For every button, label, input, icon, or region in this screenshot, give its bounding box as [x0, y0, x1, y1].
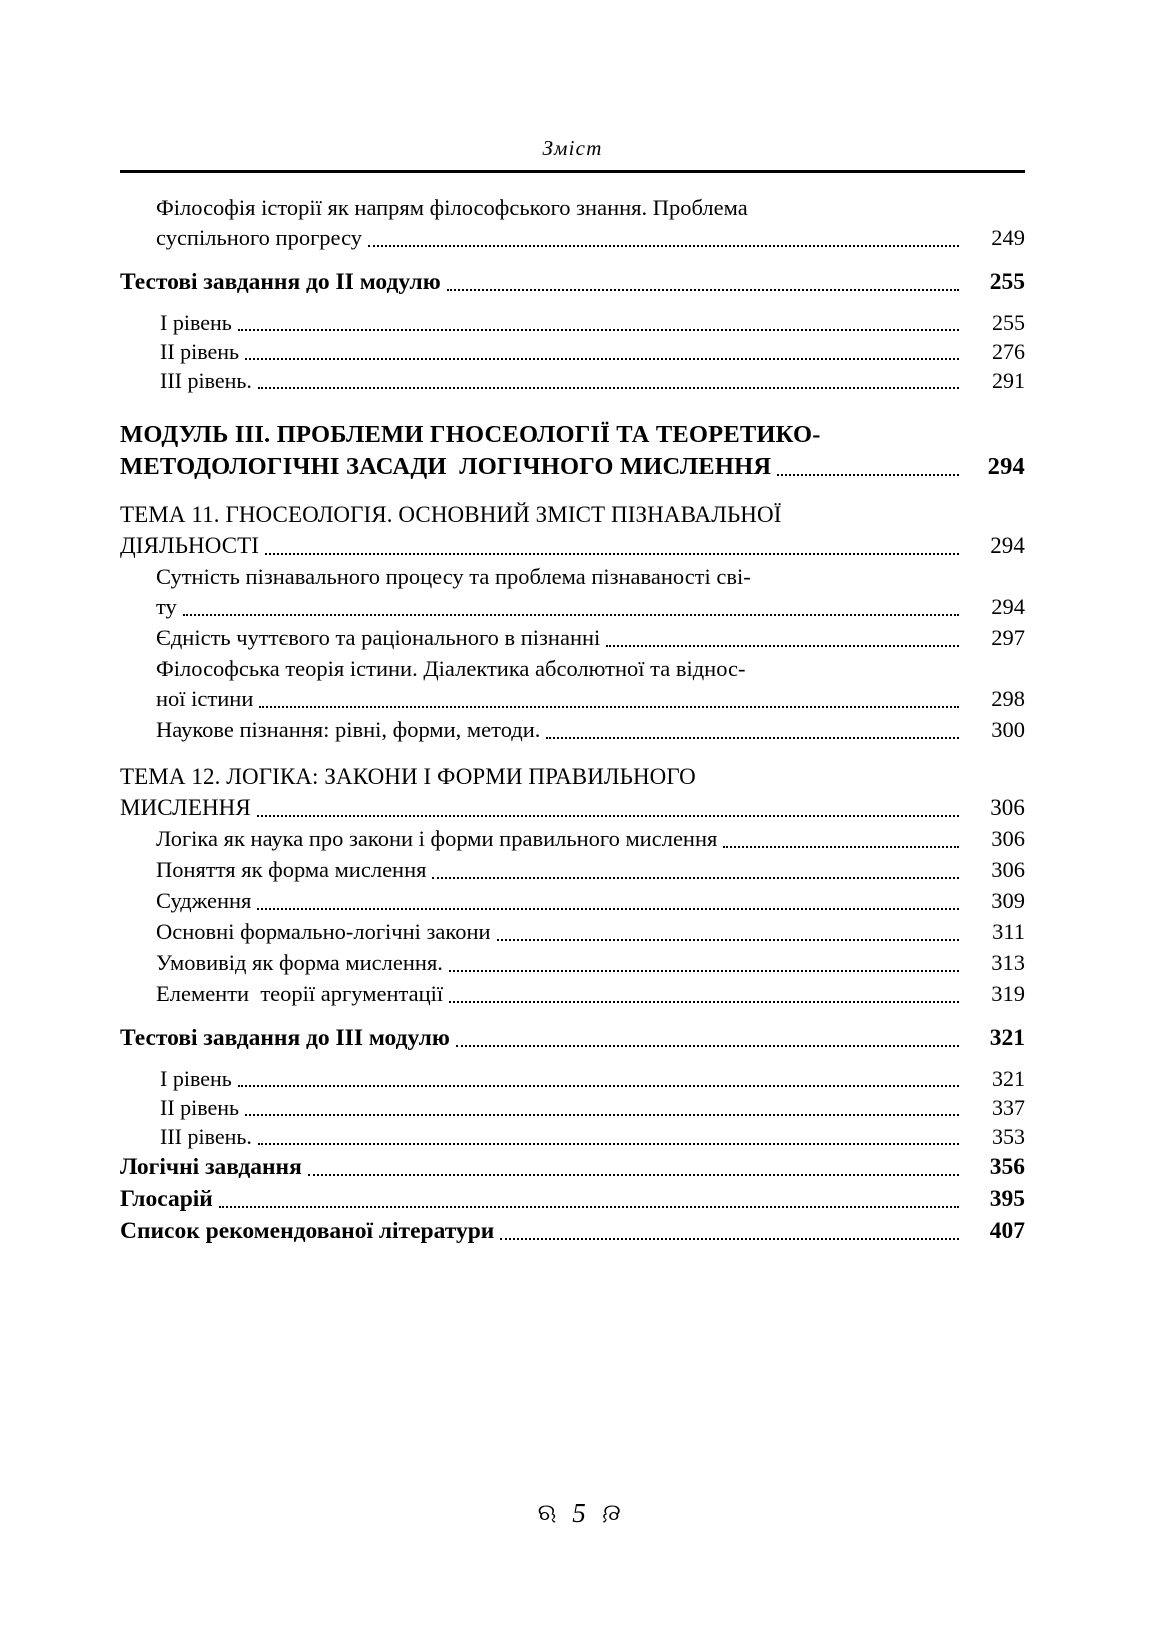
toc-entry[interactable]: [120, 1122, 1025, 1151]
toc-entry[interactable]: [120, 855, 1025, 885]
toc-entry[interactable]: [120, 1183, 1025, 1215]
toc-entry-page: 276: [992, 339, 1025, 364]
dot-leader: [723, 832, 959, 855]
dot-leader: [497, 925, 959, 948]
toc-entry-text: Елементи теорії аргументації: [156, 981, 444, 1006]
toc-entry[interactable]: [120, 1215, 1025, 1247]
page-footer: [0, 1496, 1158, 1531]
toc-entry-text-line1: Сутність пізнавального процесу та проблема пізнаваності сві-: [156, 564, 751, 589]
toc-entry[interactable]: [120, 1151, 1025, 1183]
toc-entry-page: 311: [992, 919, 1025, 944]
dot-leader: [432, 863, 959, 886]
toc-entry[interactable]: [120, 824, 1025, 854]
dot-leader: [546, 723, 959, 746]
toc-entry[interactable]: [120, 366, 1025, 395]
toc-entry-page: 395: [989, 1186, 1025, 1212]
toc-entry-text: I рівень: [160, 1066, 232, 1091]
toc-entry-text: I рівень: [160, 310, 232, 335]
toc-entry-text: Тестові завдання до III модулю: [120, 1025, 450, 1051]
ornament-right-icon: ଋ: [601, 1500, 621, 1527]
toc-entry-page: 294: [991, 594, 1025, 619]
table-of-contents: [120, 192, 1025, 1247]
toc-entry[interactable]: [120, 1093, 1025, 1122]
toc-entry-text-line1: Філософія історії як напрям філософського знання. Проблема: [156, 195, 748, 220]
toc-entry[interactable]: [120, 979, 1025, 1009]
running-head: Зміст: [542, 136, 603, 160]
toc-tema-heading[interactable]: [120, 499, 1025, 561]
dot-leader: [777, 459, 959, 484]
toc-entry-text: Глосарій: [120, 1186, 213, 1212]
dot-leader: [245, 344, 959, 366]
toc-entry[interactable]: [120, 337, 1025, 366]
dot-leader: [258, 373, 959, 395]
toc-entry-page: 291: [992, 368, 1025, 393]
toc-entry-page: 294: [990, 533, 1025, 558]
toc-entry[interactable]: [120, 886, 1025, 916]
dot-leader: [368, 231, 959, 254]
dot-leader: [456, 1031, 959, 1055]
toc-entry-page: 255: [989, 269, 1025, 295]
dot-leader: [238, 315, 959, 337]
toc-entry-page: 321: [989, 1025, 1025, 1051]
ornament-left-icon: ଋ: [537, 1500, 557, 1527]
dot-leader: [238, 1071, 959, 1093]
toc-entry[interactable]: [120, 1064, 1025, 1093]
toc-entry-text-line1: ТЕМА 11. ГНОСЕОЛОГІЯ. ОСНОВНИЙ ЗМІСТ ПІЗНАВАЛЬНОЇ: [120, 502, 782, 527]
toc-entry-page: 300: [991, 717, 1025, 742]
toc-entry-page: 356: [989, 1154, 1025, 1180]
toc-entry-text: III рівень.: [160, 368, 252, 393]
toc-entry-text: Умовивід як форма мислення.: [156, 950, 443, 975]
toc-entry-page: 294: [987, 453, 1025, 480]
toc-entry-text-line2: ДІЯЛЬНОСТІ: [120, 533, 260, 558]
toc-entry-text-line1: Філософська теорія істини. Діалектика абсолютної та віднос-: [156, 656, 746, 681]
dot-leader: [449, 956, 959, 979]
dot-leader: [308, 1160, 959, 1184]
page-number: 5: [572, 1498, 586, 1528]
toc-entry-page: 297: [991, 625, 1025, 650]
dot-leader: [606, 631, 959, 654]
dot-leader: [258, 1129, 959, 1151]
dot-leader: [183, 600, 959, 623]
toc-entry-page: 255: [992, 310, 1025, 335]
toc-entry-text-line2: ту: [156, 594, 177, 619]
dot-leader: [245, 1100, 959, 1122]
toc-entry-text: Основні формально-логічні закони: [156, 919, 491, 944]
toc-tema-heading[interactable]: [120, 761, 1025, 823]
toc-entry-text-line1: ТЕМА 12. ЛОГІКА: ЗАКОНИ І ФОРМИ ПРАВИЛЬНОГО: [120, 764, 696, 789]
dot-leader: [449, 987, 959, 1010]
toc-entry-text-line2: МЕТОДОЛОГІЧНІ ЗАСАДИ ЛОГІЧНОГО МИСЛЕННЯ: [120, 453, 772, 480]
toc-entry[interactable]: [120, 308, 1025, 337]
toc-entry-text-line2: МИСЛЕННЯ: [120, 795, 251, 820]
toc-entry-text: Поняття як форма мислення: [156, 857, 427, 882]
toc-entry[interactable]: [120, 562, 1025, 622]
toc-entry-page: 309: [991, 888, 1025, 913]
toc-entry[interactable]: [120, 267, 1025, 298]
toc-entry-text: Логіка як наука про закони і форми правильного мислення: [156, 826, 718, 851]
toc-entry[interactable]: [120, 623, 1025, 653]
dot-leader: [500, 1224, 959, 1248]
toc-entry-text: III рівень.: [160, 1124, 252, 1149]
dot-leader: [259, 692, 959, 715]
toc-entry-page: 306: [991, 857, 1025, 882]
toc-entry[interactable]: [120, 193, 1025, 253]
dot-leader: [257, 800, 959, 823]
header-rule: [120, 170, 1025, 173]
toc-entry-page: 319: [991, 981, 1025, 1006]
toc-entry-text: Судження: [156, 888, 252, 913]
toc-entry[interactable]: [120, 715, 1025, 745]
toc-entry-page: 249: [991, 225, 1025, 250]
toc-entry-text: II рівень: [160, 339, 240, 364]
toc-entry-page: 306: [991, 826, 1025, 851]
dot-leader: [447, 275, 959, 299]
dot-leader: [219, 1192, 959, 1216]
toc-entry-page: 353: [992, 1124, 1025, 1149]
dot-leader: [257, 894, 959, 917]
toc-entry[interactable]: [120, 654, 1025, 714]
toc-entry-text: Список рекомендованої літератури: [120, 1218, 495, 1244]
toc-entry[interactable]: [120, 1023, 1025, 1054]
toc-entry[interactable]: [120, 917, 1025, 947]
toc-entry-page: 306: [990, 795, 1025, 820]
toc-entry-text-line1: МОДУЛЬ III. ПРОБЛЕМИ ГНОСЕОЛОГІЇ ТА ТЕОРЕТИКО-: [120, 421, 821, 448]
toc-entry-page: 298: [991, 686, 1025, 711]
toc-module-heading[interactable]: [120, 419, 1025, 483]
toc-entry-text: Єдність чуттєвого та раціонального в пізнанні: [156, 625, 601, 650]
toc-entry-text: II рівень: [160, 1095, 240, 1120]
toc-entry-page: 337: [992, 1095, 1025, 1120]
toc-entry-page: 313: [991, 950, 1025, 975]
toc-entry-text-line2: ної істини: [156, 686, 254, 711]
toc-entry-text: Логічні завдання: [120, 1154, 302, 1180]
dot-leader: [265, 538, 959, 561]
toc-entry-page: 321: [992, 1066, 1025, 1091]
toc-entry[interactable]: [120, 948, 1025, 978]
toc-entry-text-line2: суспільного прогресу: [156, 225, 363, 250]
toc-entry-text: Наукове пізнання: рівні, форми, методи.: [156, 717, 541, 742]
toc-entry-text: Тестові завдання до II модулю: [120, 269, 441, 295]
toc-entry-page: 407: [989, 1218, 1025, 1244]
